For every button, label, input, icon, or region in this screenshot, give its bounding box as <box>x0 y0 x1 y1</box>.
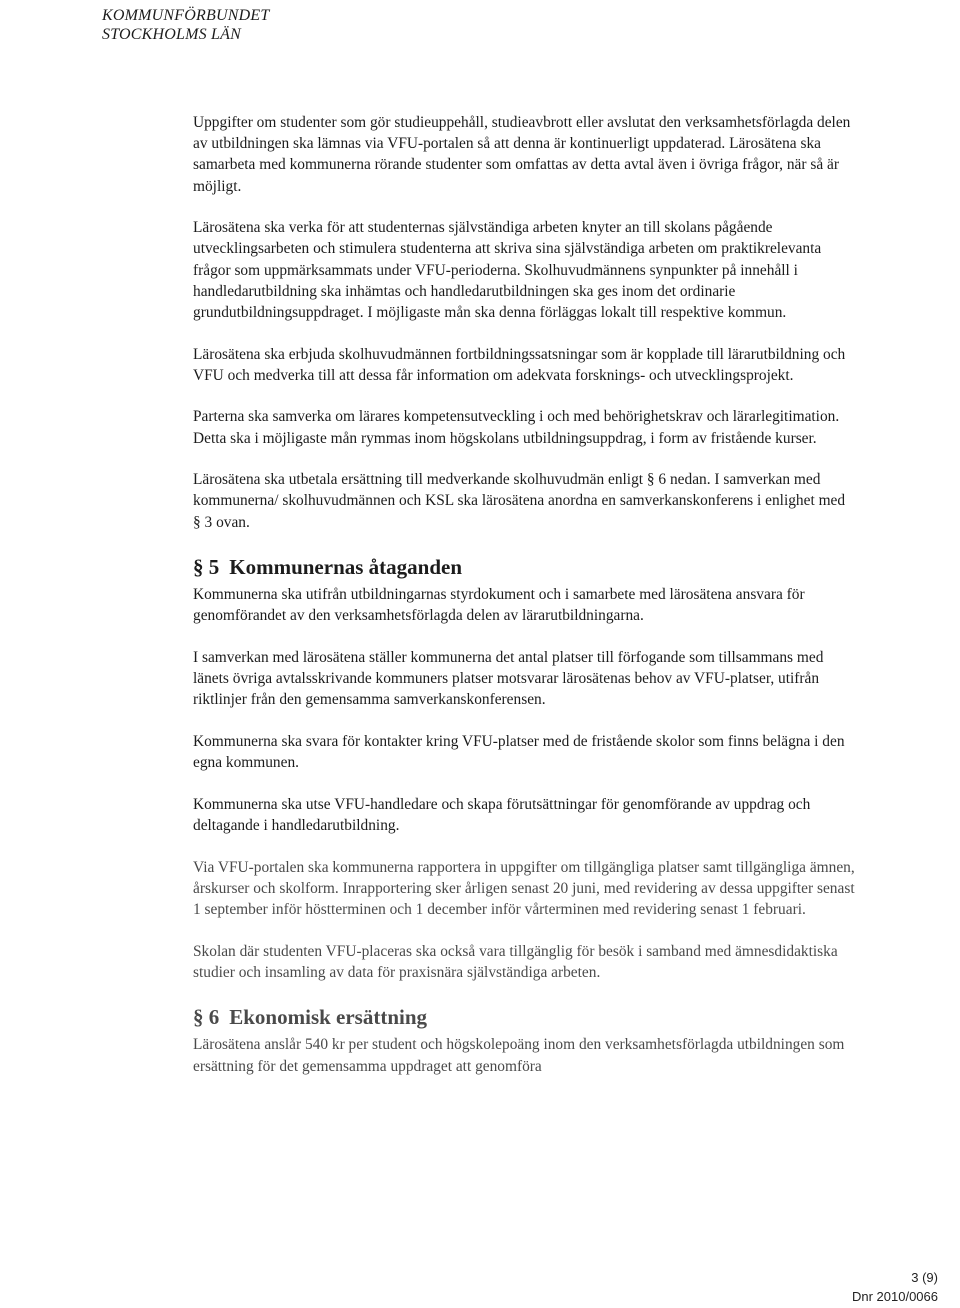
section-6-title: Ekonomisk ersättning <box>229 1005 428 1030</box>
section-5-paragraph: Kommunerna ska utifrån utbildningarnas styrdokument och i samarbete med lärosätena ansvara för genomförandet av den verksamhetsförlagda delen av lärarutbildningarna. <box>193 586 805 625</box>
paragraph-student-info: Uppgifter om studenter som gör studieuppehåll, studieavbrott eller avslutat den verksamhetsförlagda delen av utbildningen ska lämnas via VFU-portalen så att denna är kontinuerligt uppdaterad. Lärosätena ska samarbeta med kommunerna rörande studenter som omfattas av detta avtal även i övriga frågor, när så är möjligt. <box>193 114 851 195</box>
section-6-heading <box>193 1003 855 1031</box>
section-6-symbol: § 6 <box>193 1005 220 1030</box>
section-5-paragraph: Kommunerna ska svara för kontakter kring VFU-platser med de fristående skolor som finns belägna i den egna kommunen. <box>193 733 845 772</box>
section-5-paragraph: Kommunerna ska utse VFU-handledare och skapa förutsättningar för genomförande av uppdrag och deltagande i handledarutbildning. <box>193 795 811 834</box>
paragraph-compensation: Lärosätena ska utbetala ersättning till medverkande skolhuvudmän enligt § 6 nedan. I samverkan med kommunerna/ skolhuvudmännen och KSL ska lärosätena anordna en samverkanskonferens i enlighet med § 3 ovan. <box>193 471 846 531</box>
section-5-heading <box>193 553 855 581</box>
organization-header <box>102 6 269 44</box>
paragraph-further-training: Lärosätena ska erbjuda skolhuvudmännen fortbildningssatsningar som är kopplade till lärarutbildning och VFU och medverka till att dessa får information om adekvata forsknings- och utvecklingsprojekt. <box>193 345 846 384</box>
section-5-symbol: § 5 <box>193 555 220 580</box>
page-number: 3 (9) <box>911 1270 938 1285</box>
document-number: Dnr 2010/0066 <box>851 1289 938 1304</box>
org-name-line1: KOMMUNFÖRBUNDET <box>102 7 270 24</box>
org-name-line2: STOCKHOLMS LÄN <box>102 26 241 43</box>
section-5-paragraph: I samverkan med lärosätena ställer kommunerna det antal platser till förfogande som tillsammans med länets övriga avtalsskrivande kommuners platser motsvarar lärosätenas behov av VFU-platser, utifrån riktlinjer från den gemensamma samverkanskonferensen. <box>193 649 824 709</box>
page-footer <box>852 1268 938 1306</box>
paragraph-competence-development: Parterna ska samverka om lärares kompetensutveckling i och med behörighetskrav och lärarlegitimation. Detta ska i möjligaste mån rymmas inom högskolans utbildningsuppdrag, i form av fristående kurser. <box>193 408 840 447</box>
document-body <box>193 112 855 1097</box>
section-5-paragraph: Via VFU-portalen ska kommunerna rapportera in uppgifter om tillgängliga platser samt tillgängliga ämnen, årskurser och skolform. Inrapportering sker årligen senast 20 juni, med revidering av dessa uppgifter senast 1 september inför höstterminen och 1 december inför vårterminen med revidering senast 1 februari. <box>193 858 855 918</box>
section-6-paragraph: Lärosätena anslår 540 kr per student och högskolepoäng inom den verksamhetsförlagda utbildningen som ersättning för det gemensamma uppdraget att genomföra <box>193 1036 845 1075</box>
paragraph-independent-work: Lärosätena ska verka för att studenternas självständiga arbeten knyter an till skolans pågående utvecklingsarbeten och stimulera studenterna att skriva sina självständiga arbeten om praktikrelevanta frågor som uppmärksammats under VFU-perioderna. Skolhuvudmännens synpunkter på innehåll i handledarutbildning ska inhämtas och handledarutbildningen ska ges inom det ordinarie grundutbildningsuppdraget. I möjligaste mån ska denna förläggas lokalt till respektive kommun. <box>193 219 822 322</box>
section-5-title: Kommunernas åtaganden <box>229 555 463 580</box>
section-5-paragraph: Skolan där studenten VFU-placeras ska också vara tillgänglig för besök i samband med ämnesdidaktiska studier och insamling av data för praxisnära självständiga arbeten. <box>193 942 838 981</box>
